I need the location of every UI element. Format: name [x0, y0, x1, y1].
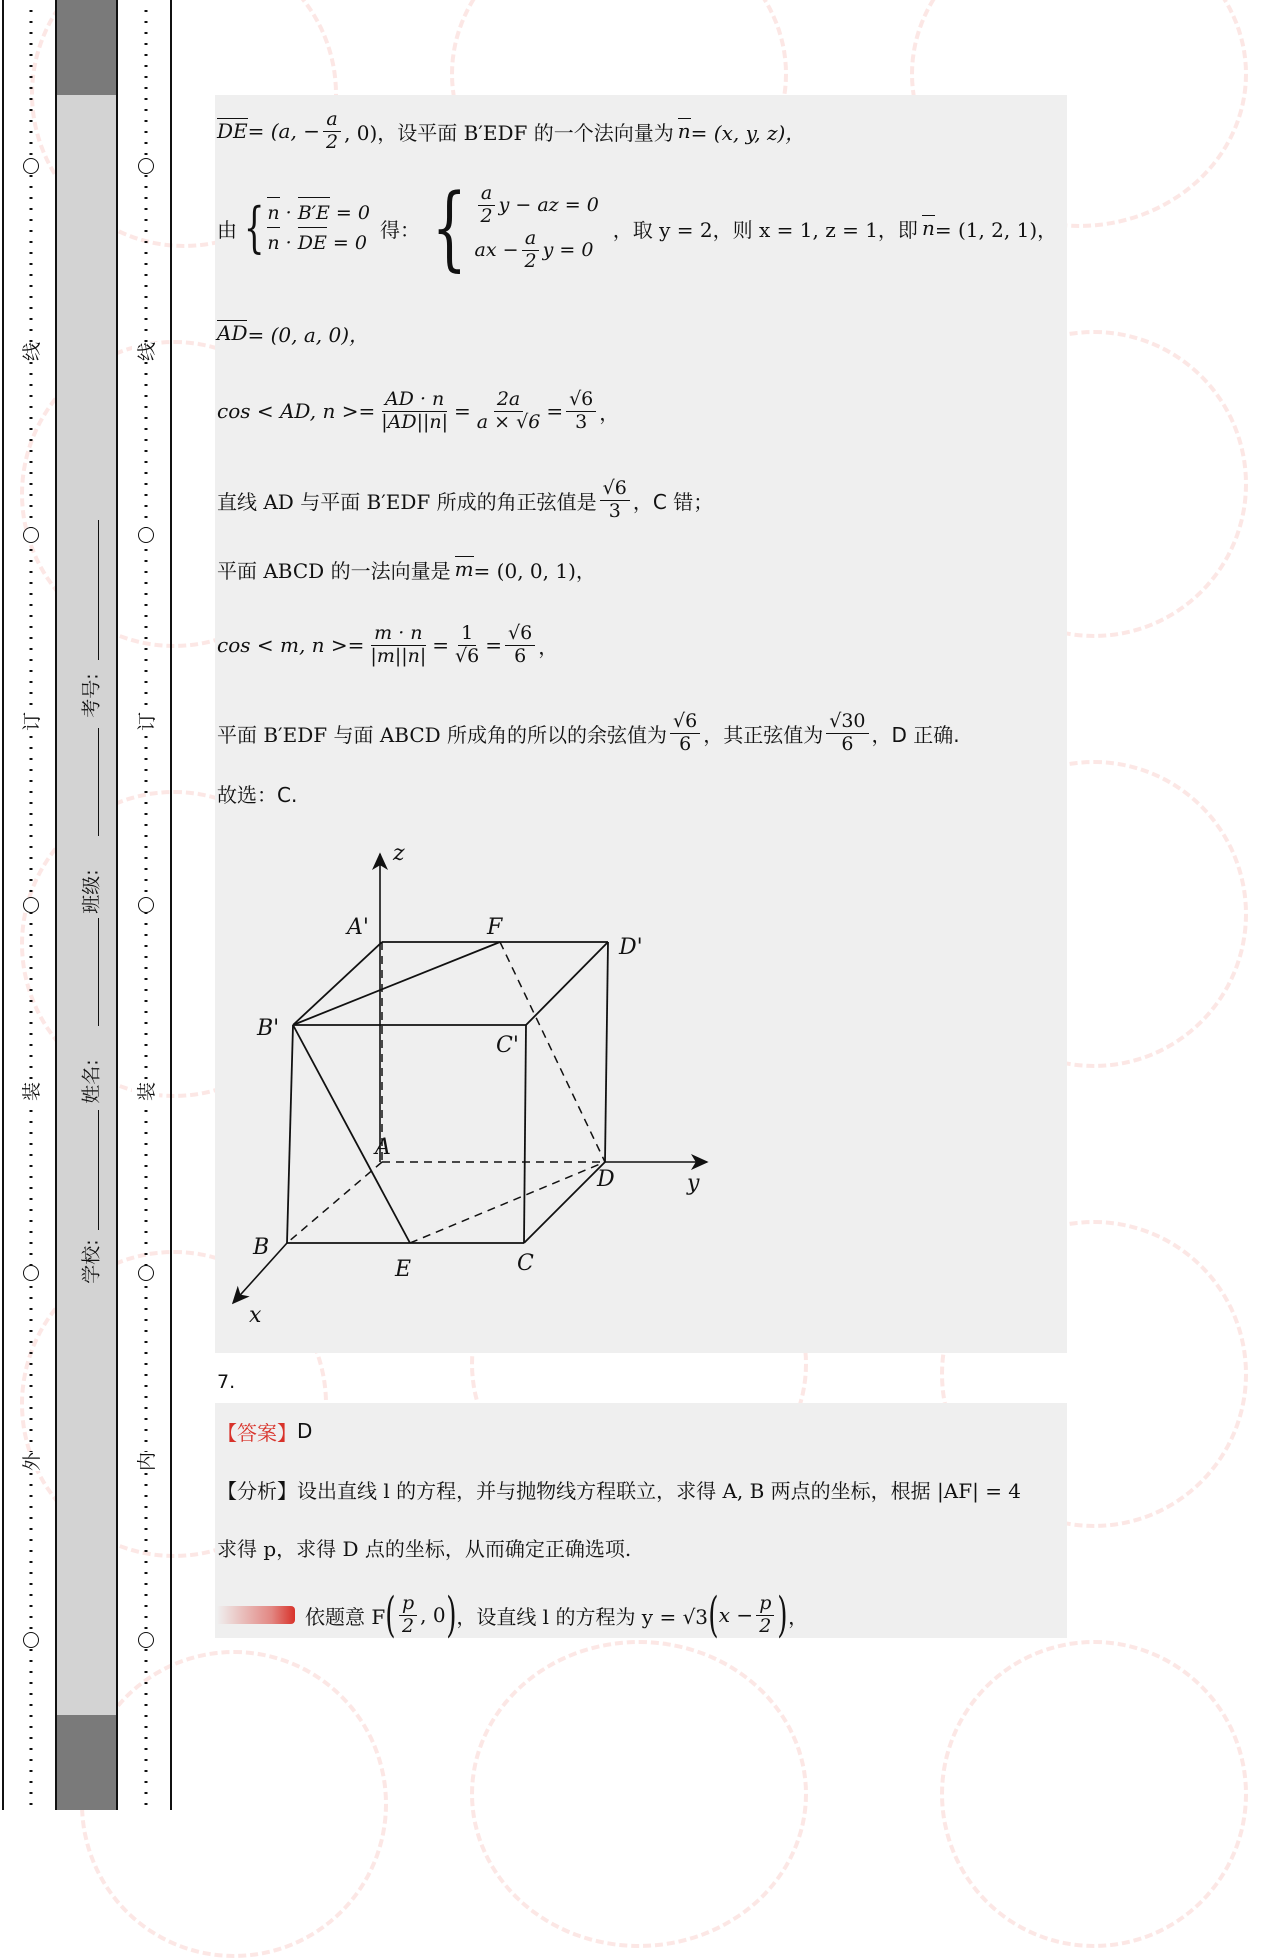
- label-b-prime: B': [257, 1016, 280, 1041]
- fraction-denominator: 2: [480, 205, 493, 228]
- label-c: C: [517, 1251, 534, 1276]
- equation: ax − $\frac{a}{2}$ y = 0: [474, 227, 594, 272]
- equation: [475, 183, 599, 228]
- binding-strip: [0, 0, 172, 1810]
- answer-tag: 【答案】: [217, 1420, 297, 1445]
- fraction-numerator: a: [323, 109, 340, 132]
- binding-hole-circle: [138, 158, 154, 174]
- q7-detail-line: [217, 1580, 808, 1650]
- fraction-numerator: p: [756, 1593, 774, 1616]
- fraction: [670, 711, 700, 756]
- watermark-ring: [940, 1640, 1248, 1948]
- q7-number: 7.: [217, 1371, 236, 1393]
- vector-ad: AD: [217, 321, 248, 345]
- field-class: 班级:: [80, 869, 103, 914]
- binding-label-zhuang: 装: [17, 1082, 44, 1101]
- solution-line-1: [217, 108, 805, 154]
- label-z: z: [393, 841, 405, 866]
- equation-text: y − az = 0: [498, 194, 599, 217]
- field-exam-number: 考号:: [80, 673, 103, 718]
- label-f: F: [487, 915, 503, 940]
- paren-left: (: [385, 1587, 396, 1643]
- fraction-numerator: √6: [670, 711, 700, 734]
- binding-label-ding: 订: [17, 712, 44, 731]
- label-x: x: [249, 1303, 262, 1328]
- binding-hole-circle: [138, 1632, 154, 1648]
- binding-label-xian: 线: [17, 342, 44, 361]
- field-line: [98, 520, 99, 660]
- label-a: A: [375, 1135, 391, 1160]
- fraction: [452, 623, 482, 668]
- text: = (0, 0, 1)，: [473, 558, 596, 583]
- analysis-text: 求得 p，求得 D 点的坐标，从而确定正确选项.: [217, 1536, 632, 1561]
- text: =: [454, 399, 471, 423]
- text: cos < AD, n >=: [217, 399, 376, 423]
- text: ，D 正确.: [871, 722, 960, 747]
- vector-n: n: [677, 119, 691, 143]
- fraction-denominator: |m||n|: [370, 644, 427, 667]
- binding-hole-circle: [23, 527, 39, 543]
- fraction-denominator: |AD||n|: [381, 410, 449, 433]
- vector-de: DE: [217, 119, 248, 143]
- field-line: [98, 918, 99, 1026]
- label-b: B: [253, 1235, 270, 1260]
- binding-hole-circle: [138, 527, 154, 543]
- label-e: E: [395, 1257, 412, 1282]
- text: 平面 ABCD 的一法向量是: [217, 558, 451, 583]
- field-school: 学校:: [80, 1239, 103, 1284]
- label-y: y: [687, 1171, 700, 1196]
- label-c-prime: C': [496, 1033, 519, 1058]
- text: 直线 AD 与平面 B′EDF 所成的角正弦值是: [217, 489, 597, 514]
- cube-figure: [215, 830, 735, 1340]
- fraction-numerator: 2a: [494, 389, 523, 412]
- fraction-denominator: 6: [679, 732, 692, 755]
- fraction: [756, 1593, 774, 1638]
- field-name: 姓名:: [80, 1059, 103, 1104]
- text: ，: [538, 634, 559, 659]
- fraction-numerator: √30: [826, 711, 868, 734]
- detail-tag-ribbon: [217, 1606, 295, 1624]
- solution-line-3: [217, 316, 369, 350]
- visible-edges: [287, 942, 608, 1243]
- left-brace: {: [243, 196, 265, 259]
- fraction-denominator: 6: [841, 732, 854, 755]
- fraction: [474, 389, 544, 434]
- label-d-prime: D': [619, 935, 643, 960]
- fraction-numerator: √6: [600, 478, 630, 501]
- fraction: [566, 389, 596, 434]
- fraction-numerator: m · n: [371, 623, 425, 646]
- text: , 0: [420, 1603, 446, 1627]
- text: 平面 B′EDF 与面 ABCD 所成角的所以的余弦值为: [217, 722, 668, 747]
- fraction-numerator: √6: [505, 623, 535, 646]
- binding-label-zhuang-inner: 装: [132, 1082, 159, 1101]
- binding-label-xian-inner: 线: [132, 342, 159, 361]
- fraction-denominator: 3: [575, 410, 588, 433]
- solution-line-6: [217, 552, 596, 586]
- equation-system-2: [475, 183, 599, 272]
- fraction: [378, 389, 451, 434]
- fraction-denominator: 2: [402, 1614, 415, 1637]
- binding-label-ding-inner: 订: [132, 712, 159, 731]
- equation: n · DE = 0: [267, 228, 370, 258]
- binding-hole-circle: [23, 1265, 39, 1281]
- solution-line-9: [217, 778, 297, 808]
- detail-text: ，设直线 l 的方程为 y = √3: [456, 1604, 709, 1629]
- text: = (x, y, z)，: [690, 120, 806, 145]
- text: ，取 y = 2，则 x = 1, z = 1，即: [612, 217, 918, 242]
- fraction-denominator: 2: [759, 1614, 772, 1637]
- left-brace: {: [431, 174, 467, 281]
- binding-hole-circle: [23, 158, 39, 174]
- fraction-denominator: √6: [455, 644, 480, 667]
- solution-line-5: [217, 470, 713, 530]
- text: 由: [217, 217, 237, 242]
- equation-text: y = 0: [542, 238, 594, 261]
- detail-text: 依题意 F: [305, 1604, 386, 1629]
- analysis-text: 设出直线 l 的方程，并与抛物线方程联立，求得 A, B 两点的坐标，根据 |AF| = 4: [297, 1478, 1022, 1503]
- text: ，其正弦值为: [703, 722, 824, 747]
- text: x −: [718, 1603, 754, 1627]
- answer-choice: 故选：C.: [217, 782, 298, 807]
- paren-left: (: [708, 1587, 719, 1643]
- equation: n · B′E = 0: [267, 198, 370, 228]
- answer-value: D: [297, 1419, 313, 1443]
- label-a-prime: A': [347, 915, 369, 940]
- text: ，: [599, 400, 620, 425]
- solution-line-4: cos < AD, n >= $\frac{AD \cdot n}{|AD||n|}$ = $\frac{2a}{a \times √6}$ = $\frac{√6}{3}$ ，: [217, 387, 620, 433]
- fraction-numerator: p: [399, 1593, 417, 1616]
- binding-hole-circle: [23, 1632, 39, 1648]
- fraction: [600, 478, 630, 523]
- equation-text: ax −: [474, 238, 519, 261]
- fraction-denominator: a × √6: [476, 410, 541, 433]
- vector-n: n: [921, 216, 935, 240]
- text: cos < m, n >=: [217, 633, 365, 657]
- solution-line-2: [217, 168, 1057, 288]
- paren-right: ): [445, 1587, 457, 1643]
- binding-label-wai: 外: [17, 1452, 44, 1471]
- fraction-numerator: √6: [566, 389, 596, 412]
- fraction: [826, 711, 868, 756]
- fraction: [367, 623, 429, 668]
- fraction-denominator: 6: [514, 644, 527, 667]
- fraction: [505, 623, 535, 668]
- q7-analysis-line-1: [217, 1472, 1021, 1506]
- fraction-numerator: 1: [458, 623, 476, 646]
- text: = (0, a, 0)，: [247, 322, 370, 347]
- binding-hole-circle: [23, 897, 39, 913]
- fraction-numerator: AD · n: [382, 389, 447, 412]
- field-line: [98, 1110, 99, 1230]
- vector-m: m: [454, 557, 474, 581]
- text: = (a, −: [247, 119, 320, 143]
- label-d: D: [597, 1167, 615, 1192]
- solution-line-7: cos < m, n >= $\frac{m \cdot n}{|m||n|}$ = $\frac{1}{√6}$ = $\frac{√6}{6}$ ，: [217, 621, 559, 667]
- analysis-tag: 【分析】: [217, 1478, 297, 1503]
- text: 得：: [379, 217, 420, 242]
- q7-answer-line: [217, 1416, 312, 1446]
- equation-system-1: [267, 198, 370, 259]
- fraction: [323, 109, 341, 154]
- fraction-denominator: 2: [325, 130, 339, 153]
- paren-right: ): [777, 1587, 788, 1643]
- fraction-numerator: a: [478, 183, 495, 206]
- binding-hole-circle: [138, 1265, 154, 1281]
- field-line: [98, 728, 99, 836]
- q7-analysis-line-2: [217, 1530, 631, 1564]
- text: ，: [788, 1604, 809, 1629]
- text: = (1, 2, 1)，: [934, 217, 1058, 242]
- watermark-ring: [470, 1640, 808, 1948]
- text: ，C 错；: [632, 489, 714, 514]
- binding-hole-circle: [138, 897, 154, 913]
- fraction: [399, 1593, 417, 1638]
- binding-label-nei: 内: [132, 1452, 159, 1471]
- text: , 0)，设平面 B′EDF 的一个法向量为: [344, 120, 674, 145]
- solution-line-8: [217, 702, 960, 764]
- fraction-denominator: 3: [608, 499, 621, 522]
